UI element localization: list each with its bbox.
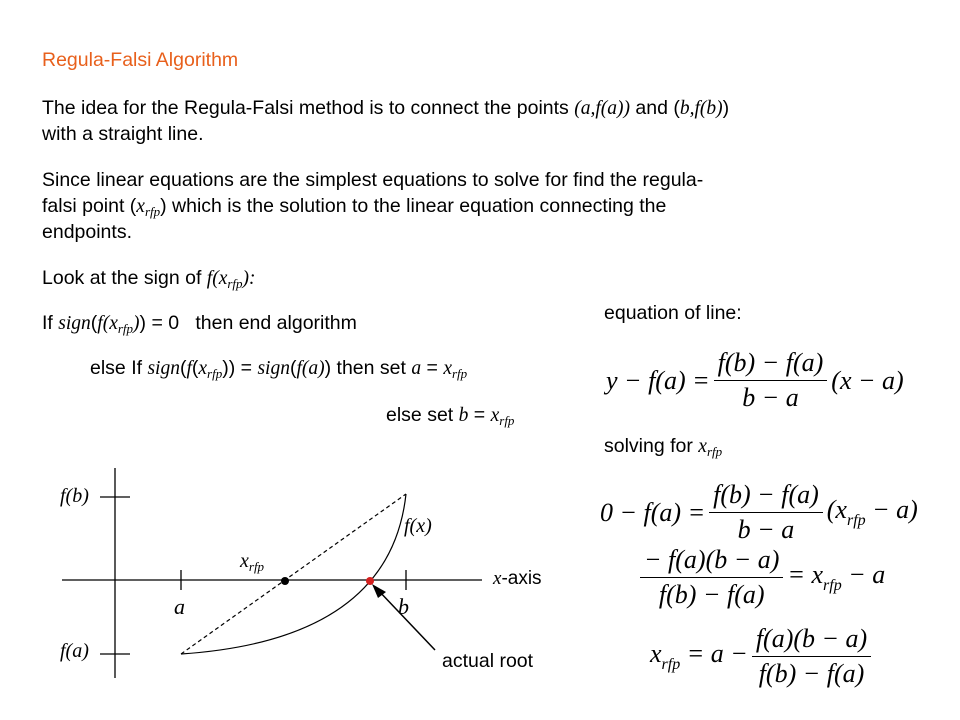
xrfp-point — [281, 577, 289, 585]
text: = — [421, 357, 444, 379]
math-x: x — [136, 196, 145, 217]
math-b: b — [458, 405, 469, 426]
text: If — [42, 312, 59, 334]
math-f: f(x — [206, 268, 228, 289]
text: Look at the sign of — [42, 267, 207, 289]
math-point-b: b,f(b) — [679, 98, 723, 119]
paragraph-linear-line3: endpoints. — [42, 221, 132, 243]
math-f: f — [186, 358, 192, 379]
text: ) which is the solution to the linear equation connecting the — [160, 195, 667, 217]
text: else If — [90, 357, 148, 379]
label-fx: f(x) — [404, 515, 432, 537]
label-x-axis: x-axis — [493, 568, 542, 589]
math-close: ) — [133, 313, 140, 334]
text: The idea for the Regula-Falsi method is to connect the points — [42, 97, 575, 119]
math-x: x — [198, 358, 208, 379]
secant-line — [181, 494, 406, 654]
math-subscript: rfp — [117, 321, 134, 336]
eq-rhs: (x − a) — [831, 365, 904, 395]
math-x: x — [490, 405, 500, 426]
label-fa: f(a) — [60, 640, 89, 662]
math-x: x — [698, 436, 707, 457]
paragraph-linear-line1: Since linear equations are the simplest equations to solve for find the regula- — [42, 169, 704, 191]
math-subscript: rfp — [144, 204, 161, 219]
text: ) then set — [324, 357, 412, 379]
text: ( — [179, 357, 187, 379]
text: = — [468, 404, 491, 426]
label-xrfp: $x_{rfp}$ — [240, 550, 265, 574]
eq-lhs: 0 − f(a) = — [600, 497, 706, 527]
text: ) = 0 then end algorithm — [139, 312, 357, 334]
math-a: a — [411, 358, 422, 379]
math-fa: f(a) — [296, 358, 325, 379]
math-sign: sign — [147, 358, 180, 379]
eq-lhs: $x_{rfp} = a$ − — [650, 639, 748, 673]
math-subscript: rfp — [227, 276, 243, 291]
eq-denominator: b − a — [742, 383, 799, 412]
label-a: a — [174, 594, 185, 619]
text: ( — [90, 312, 98, 334]
text: solving for — [604, 435, 699, 457]
math-subscript: rfp — [706, 444, 723, 459]
text: ( — [191, 357, 199, 379]
math-subscript: rfp — [451, 366, 468, 381]
label-actual-root: actual root — [442, 650, 534, 672]
math-subscript: rfp — [499, 413, 515, 428]
eq-rhs: $(x_{rfp} - a)$ — [826, 495, 918, 529]
eq-numerator: f(a)(b − a) — [752, 624, 871, 657]
text: else set — [386, 404, 459, 426]
text: ( — [289, 357, 297, 379]
eq-numerator: − f(a)(b − a) — [640, 545, 783, 578]
text: and ( — [630, 97, 680, 119]
math-point-a: (a,f(a)) — [574, 98, 630, 119]
math-close: ): — [242, 268, 256, 289]
label-b: b — [398, 594, 409, 619]
equation-of-line-label: equation of line: — [604, 302, 742, 324]
eq-numerator: f(b) − f(a) — [714, 348, 828, 381]
eq-numerator: f(b) − f(a) — [709, 480, 823, 513]
eq-denominator: b − a — [737, 515, 795, 544]
eq-lhs: y − f(a) = — [606, 365, 710, 395]
math-f: f(x — [97, 313, 118, 334]
eq-rhs: = $x_{rfp} - a$ — [787, 560, 886, 594]
math-x: x — [443, 358, 452, 379]
math-sign: sign — [257, 358, 290, 379]
math-subscript: rfp — [207, 366, 223, 381]
root-point — [366, 577, 374, 585]
text: falsi point ( — [42, 195, 137, 217]
eq-denominator: f(b) − f(a) — [658, 580, 765, 609]
text: )) = — [222, 357, 258, 379]
paragraph-idea-line2: with a straight line. — [42, 123, 204, 145]
page-title: Regula-Falsi Algorithm — [42, 49, 239, 71]
eq-denominator: f(b) − f(a) — [758, 659, 865, 688]
text: ) — [722, 97, 730, 119]
math-sign: sign — [58, 313, 91, 334]
label-fb: f(b) — [60, 485, 89, 507]
